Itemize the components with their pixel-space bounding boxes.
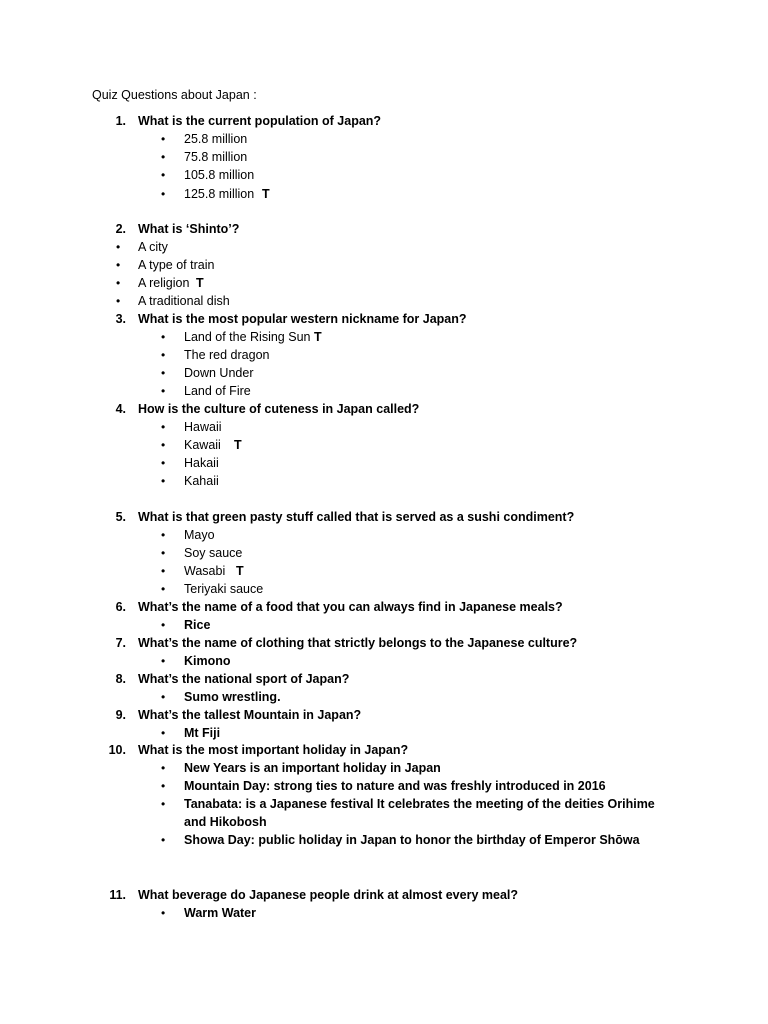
question-text: What is the current population of Japan? [138,114,382,128]
bullet-icon: • [161,564,166,578]
bullet-icon: • [161,528,166,542]
answer-text: Kimono [184,654,231,668]
bullet-icon: • [161,330,166,344]
option-text: Hawaii [184,420,222,434]
question-number: 7. [115,636,126,650]
correct-mark: T [314,330,322,344]
bullet-icon: • [161,797,166,811]
correct-mark: T [236,564,244,578]
bullet-icon: • [161,132,166,146]
bullet-icon: • [161,582,166,596]
bullet-icon: • [161,456,166,470]
question-text: What is ‘Shinto’? [138,222,240,236]
option-text: A city [138,240,168,254]
question-text: What is that green pasty stuff called that is served as a sushi condiment? [138,510,575,524]
question-number: 10. [108,743,126,757]
bullet-icon: • [161,187,166,201]
bullet-icon: • [116,294,121,308]
correct-mark: T [234,438,242,452]
option-text: 125.8 million [184,187,255,201]
question-number: 2. [115,222,126,236]
bullet-icon: • [116,240,121,254]
question-number: 9. [115,708,126,722]
bullet-icon: • [161,690,166,704]
bullet-icon: • [116,276,121,290]
bullet-icon: • [161,348,166,362]
bullet-icon: • [161,779,166,793]
question-number: 6. [115,600,126,614]
option-text: A religion [138,276,190,290]
question-number: 11. [109,888,126,902]
question-text: What’s the national sport of Japan? [138,672,350,686]
answer-text: Mountain Day: strong ties to nature and was freshly introduced in 2016 [184,779,606,793]
answer-text: New Years is an important holiday in Japan [184,761,441,775]
option-text: 105.8 million [184,168,255,182]
answer-text: Rice [184,618,211,632]
question-number: 4. [115,402,126,416]
question-text: How is the culture of cuteness in Japan called? [138,402,420,416]
bullet-icon: • [161,150,166,164]
bullet-icon: • [161,168,166,182]
question-text: What’s the name of clothing that strictly belongs to the Japanese culture? [138,636,578,650]
option-text: Land of Fire [184,384,251,398]
option-text: Land of the Rising Sun [184,330,311,344]
bullet-icon: • [161,438,166,452]
question-text: What’s the name of a food that you can always find in Japanese meals? [138,600,563,614]
bullet-icon: • [161,420,166,434]
question-number: 5. [115,510,126,524]
option-text: The red dragon [184,348,270,362]
page-title: Quiz Questions about Japan : [92,88,257,102]
bullet-icon: • [161,726,166,740]
bullet-icon: • [161,618,166,632]
question-number: 1. [115,114,126,128]
bullet-icon: • [161,384,166,398]
option-text: Hakaii [184,456,219,470]
question-text: What is the most popular western nickname for Japan? [138,312,467,326]
correct-mark: T [196,276,204,290]
question-number: 3. [115,312,126,326]
bullet-icon: • [161,654,166,668]
question-text: What is the most important holiday in Japan? [138,743,409,757]
question-number: 8. [115,672,126,686]
option-text: Kahaii [184,474,219,488]
option-text: 25.8 million [184,132,248,146]
option-text: Soy sauce [184,546,243,560]
option-text: Mayo [184,528,215,542]
correct-mark: T [262,187,270,201]
bullet-icon: • [116,258,121,272]
option-text: Teriyaki sauce [184,582,264,596]
option-text: Kawaii [184,438,221,452]
answer-text: Showa Day: public holiday in Japan to honor the birthday of Emperor Shōwa [184,833,640,847]
answer-text: and Hikobosh [184,815,267,829]
option-text: Down Under [184,366,254,380]
bullet-icon: • [161,474,166,488]
option-text: Wasabi [184,564,226,578]
bullet-icon: • [161,906,166,920]
question-text: What beverage do Japanese people drink at almost every meal? [138,888,518,902]
bullet-icon: • [161,833,166,847]
answer-text: Warm Water [184,906,257,920]
answer-text: Mt Fiji [184,726,221,740]
answer-text: Tanabata: is a Japanese festival It celebrates the meeting of the deities Orihime [184,797,655,811]
bullet-icon: • [161,761,166,775]
option-text: A type of train [138,258,215,272]
option-text: 75.8 million [184,150,248,164]
bullet-icon: • [161,366,166,380]
answer-text: Sumo wrestling. [184,690,281,704]
question-text: What’s the tallest Mountain in Japan? [138,708,362,722]
bullet-icon: • [161,546,166,560]
option-text: A traditional dish [138,294,230,308]
